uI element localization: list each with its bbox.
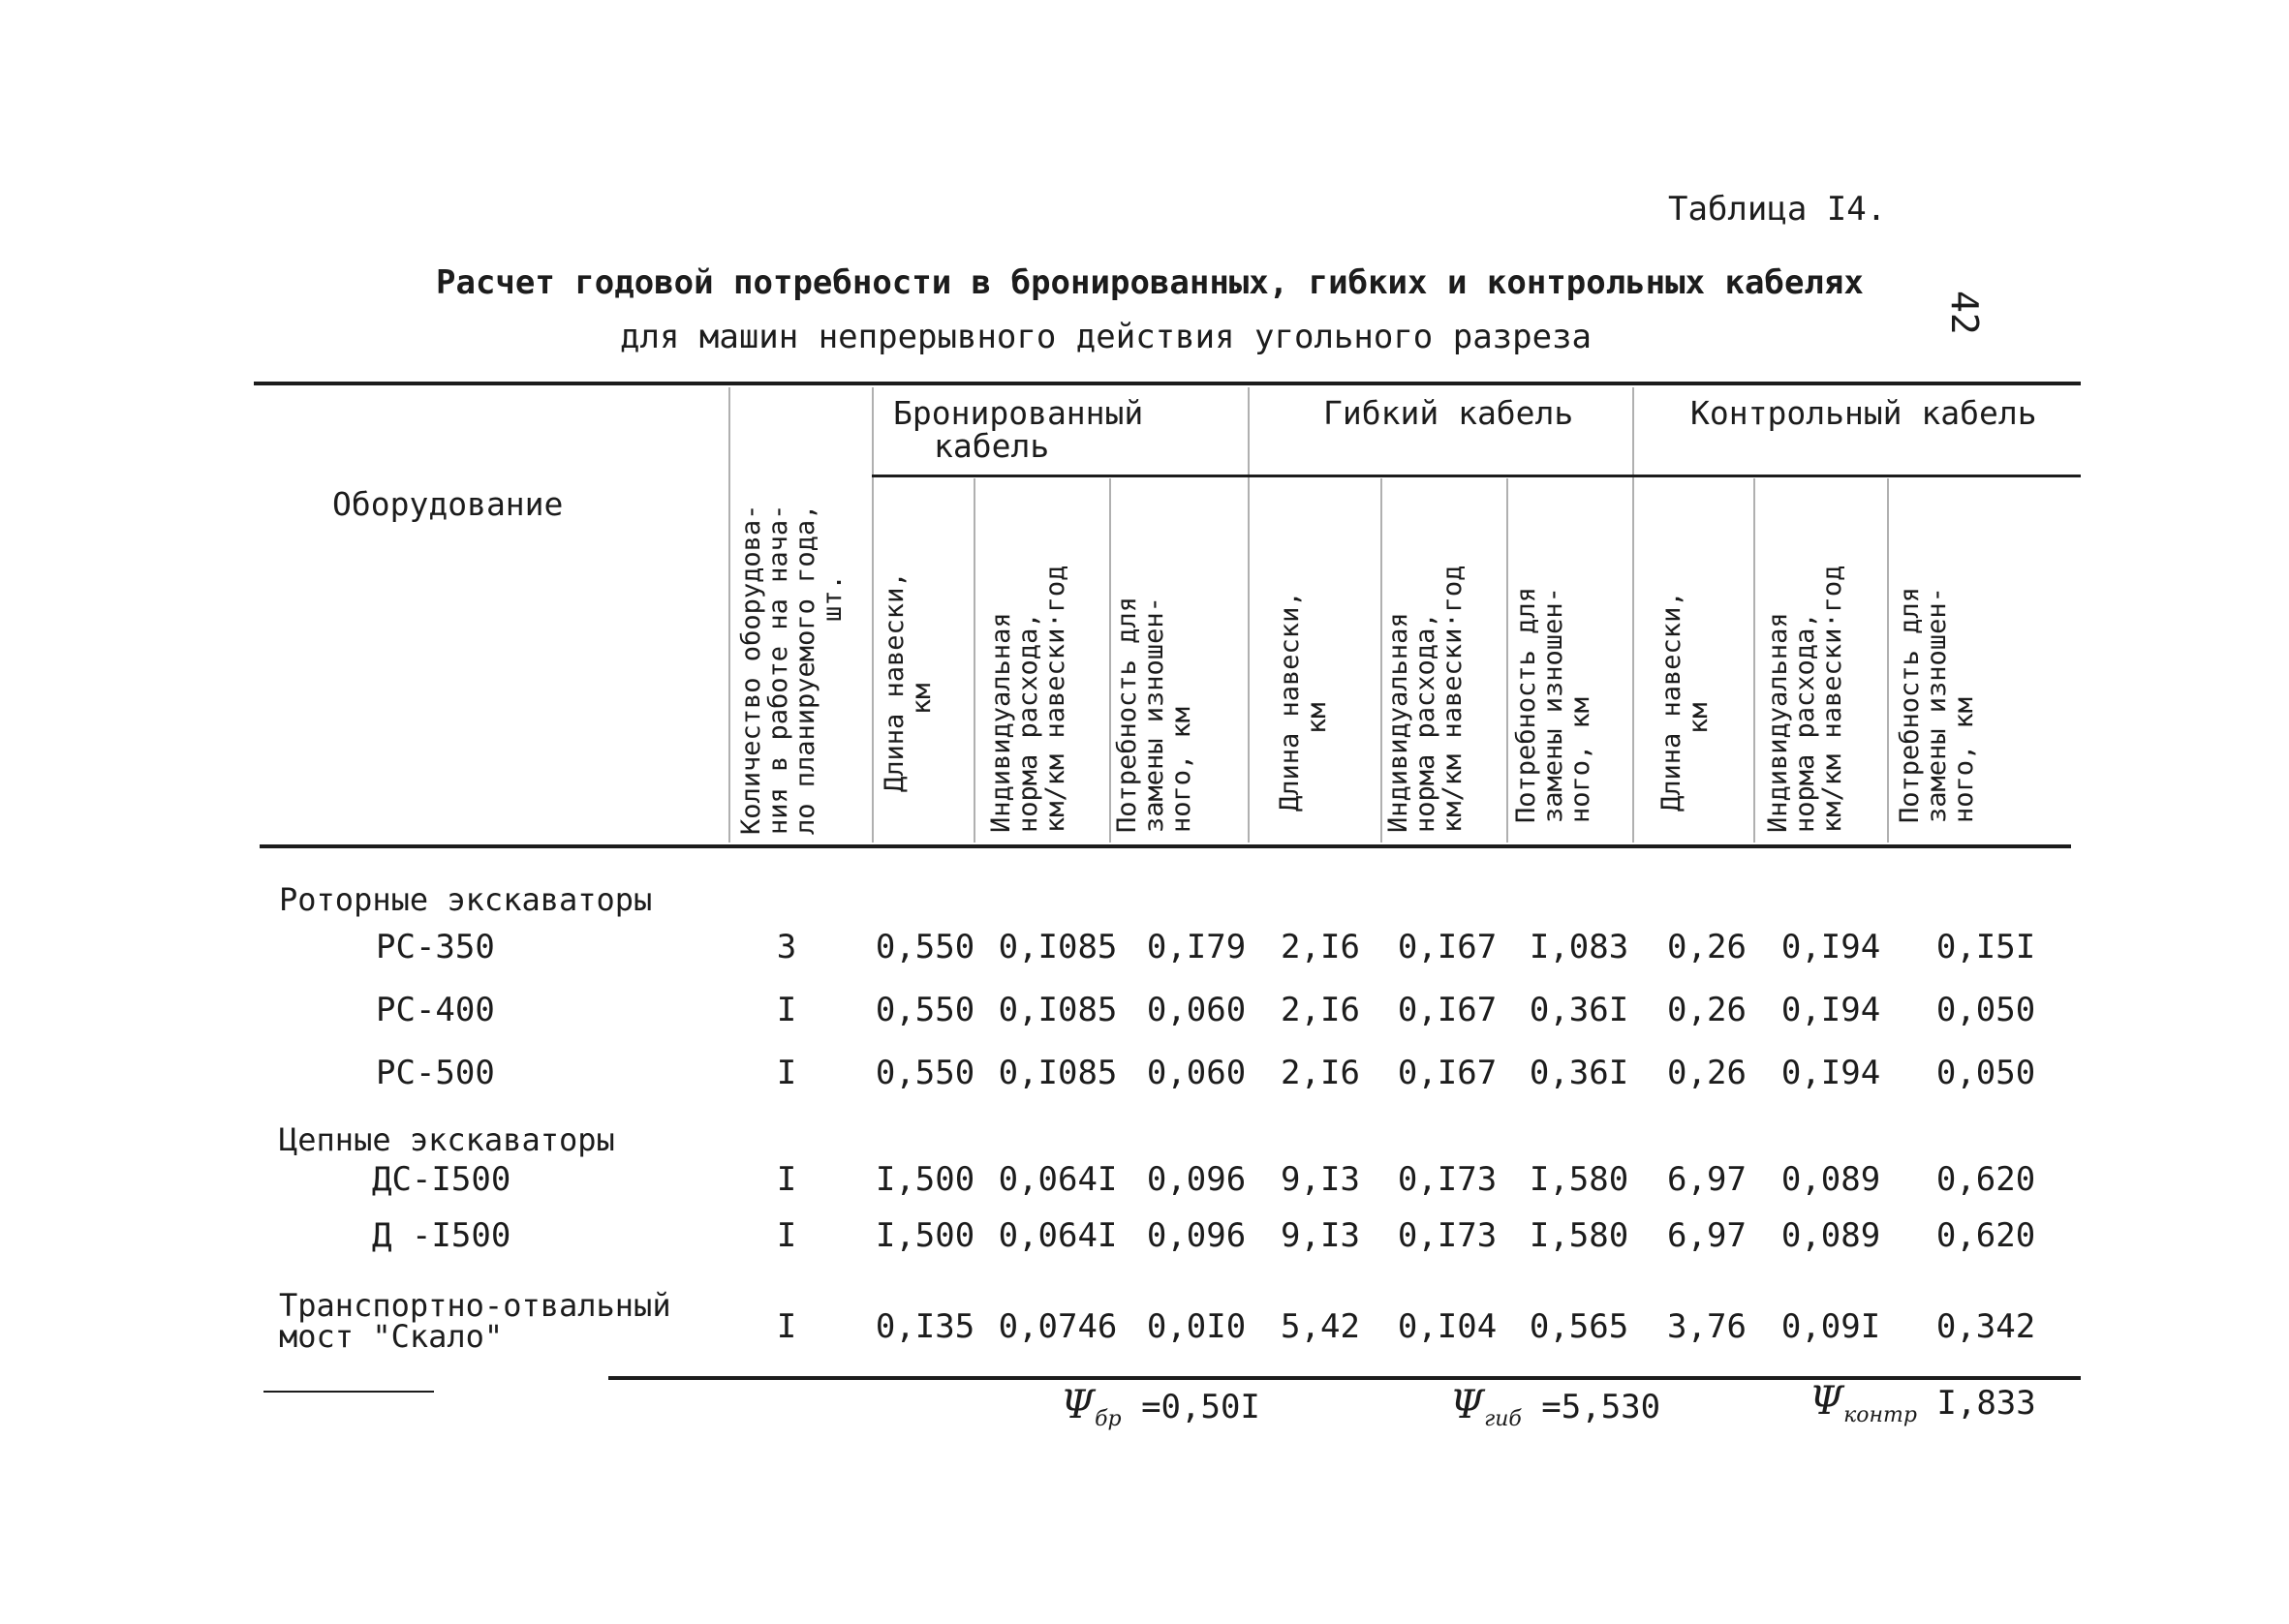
cell-c-len: 0,26: [1667, 928, 1747, 966]
cell-f-need: I,580: [1529, 1216, 1629, 1255]
header-armored-length: Длина навески, км: [880, 571, 937, 792]
page-number: 42: [1943, 291, 1986, 335]
table-title-line1: Расчет годовой потребности в бронированных, гибких и контрольных кабелях: [436, 263, 1864, 302]
cell-a-norm: 0,I085: [998, 991, 1118, 1029]
table-title-line2: для машин непрерывного действия угольного разреза: [620, 318, 1593, 356]
cell-a-len: I,500: [875, 1160, 975, 1199]
cell-c-need: 0,620: [1935, 1216, 2036, 1255]
column-separator: [728, 387, 730, 843]
category-chain: Цепные экскаваторы: [279, 1121, 615, 1158]
cell-a-need: 0,096: [1146, 1160, 1247, 1199]
cell-c-norm: 0,089: [1780, 1216, 1881, 1255]
cell-a-need: 0,060: [1146, 991, 1247, 1029]
cell-f-len: 9,I3: [1281, 1216, 1360, 1255]
cell-f-need: I,580: [1529, 1160, 1629, 1199]
psi-symbol: Ψ: [1810, 1379, 1844, 1424]
cell-a-norm: 0,I085: [998, 1054, 1118, 1092]
header-control-length: Длина навески, км: [1656, 591, 1714, 812]
cell-c-need: 0,620: [1935, 1160, 2036, 1199]
cell-c-len: 3,76: [1667, 1307, 1747, 1346]
total-control: $\Psi_{контр}$ I,833: [1810, 1379, 2036, 1427]
header-group-control: Контрольный кабель: [1690, 394, 2037, 432]
cell-f-norm: 0,I73: [1397, 1216, 1498, 1255]
cell-f-len: 5,42: [1281, 1307, 1360, 1346]
cell-a-need: 0,096: [1146, 1216, 1247, 1255]
cell-a-norm: 0,0746: [998, 1307, 1118, 1346]
cell-a-len: I,500: [875, 1216, 975, 1255]
cell-c-norm: 0,I94: [1780, 1054, 1881, 1092]
header-group-flexible: Гибкий кабель: [1323, 394, 1574, 432]
cell-count: I: [776, 1160, 797, 1199]
cell-count: I: [776, 1216, 797, 1255]
cell-c-need: 0,I5I: [1935, 928, 2036, 966]
cell-f-need: 0,565: [1529, 1307, 1629, 1346]
cell-f-norm: 0,I67: [1397, 928, 1498, 966]
header-control-need: Потребность для замены изношен- ного, км: [1895, 587, 1979, 823]
total-armored: $\Psi_{бр} =0,50I$: [1061, 1383, 1260, 1431]
cell-a-need: 0,060: [1146, 1054, 1247, 1092]
cell-a-norm: 0,064I: [998, 1216, 1118, 1255]
cell-f-need: I,083: [1529, 928, 1629, 966]
totals-short-rule: [263, 1391, 434, 1393]
header-armored-norm: Индивидуальная норма расхода, км/км навески·год: [986, 565, 1070, 833]
cell-c-len: 6,97: [1667, 1160, 1747, 1199]
cell-count: I: [776, 991, 797, 1029]
header-bottom-rule: [260, 844, 2071, 848]
cell-count: I: [776, 1054, 797, 1092]
cell-a-len: 0,550: [875, 991, 975, 1029]
header-flexible-need: Потребность для замены изношен- ного, км: [1511, 587, 1595, 823]
cell-count: 3: [776, 928, 797, 966]
cell-f-len: 2,I6: [1281, 928, 1360, 966]
column-separator: [1887, 478, 1889, 843]
cell-a-need: 0,0I0: [1146, 1307, 1247, 1346]
cell-c-len: 6,97: [1667, 1216, 1747, 1255]
cell-c-norm: 0,09I: [1780, 1307, 1881, 1346]
cell-f-norm: 0,I04: [1397, 1307, 1498, 1346]
cell-c-len: 0,26: [1667, 1054, 1747, 1092]
row-equipment-name: ДС-I500: [372, 1160, 511, 1199]
cell-c-need: 0,342: [1935, 1307, 2036, 1346]
cell-a-need: 0,I79: [1146, 928, 1247, 966]
total-flexible: $\Psi_{гиб} =5,530$: [1450, 1383, 1661, 1431]
cell-c-norm: 0,I94: [1780, 928, 1881, 966]
cell-f-len: 9,I3: [1281, 1160, 1360, 1199]
row-equipment-name: РС-350: [376, 928, 495, 966]
header-group-armored: Бронированный кабель: [893, 394, 1144, 465]
cell-a-len: 0,550: [875, 1054, 975, 1092]
cell-f-norm: 0,I67: [1397, 991, 1498, 1029]
cell-count: I: [776, 1307, 797, 1346]
cell-c-need: 0,050: [1935, 991, 2036, 1029]
row-equipment-name: Д -I500: [372, 1216, 511, 1255]
psi-symbol: Ψ: [1450, 1383, 1485, 1427]
column-separator: [1753, 478, 1755, 843]
cell-c-norm: 0,I94: [1780, 991, 1881, 1029]
row-equipment-name: РС-400: [376, 991, 495, 1029]
column-separator: [1248, 387, 1250, 843]
row-equipment-name: РС-500: [376, 1054, 495, 1092]
cell-a-norm: 0,064I: [998, 1160, 1118, 1199]
header-armored-need: Потребность для замены изношен- ного, км: [1112, 597, 1196, 833]
psi-symbol: Ψ: [1061, 1383, 1096, 1427]
cell-f-len: 2,I6: [1281, 1054, 1360, 1092]
header-control-norm: Индивидуальная норма расхода, км/км навески·год: [1763, 565, 1847, 833]
header-flexible-length: Длина навески, км: [1275, 591, 1332, 812]
cell-f-need: 0,36I: [1529, 1054, 1629, 1092]
cell-f-norm: 0,I67: [1397, 1054, 1498, 1092]
column-separator: [872, 387, 874, 843]
cell-c-norm: 0,089: [1780, 1160, 1881, 1199]
cell-f-need: 0,36I: [1529, 991, 1629, 1029]
header-equipment: Оборудование: [332, 485, 564, 523]
category-bridge: Транспортно-отвальный мост "Скало": [279, 1287, 671, 1355]
top-rule: [254, 382, 2081, 385]
cell-c-need: 0,050: [1935, 1054, 2036, 1092]
cell-f-norm: 0,I73: [1397, 1160, 1498, 1199]
cell-a-len: 0,550: [875, 928, 975, 966]
cell-a-len: 0,I35: [875, 1307, 975, 1346]
cell-a-norm: 0,I085: [998, 928, 1118, 966]
header-flexible-norm: Индивидуальная норма расхода, км/км навески·год: [1383, 565, 1468, 833]
column-separator: [1380, 478, 1382, 843]
column-separator: [1506, 478, 1508, 843]
column-separator: [1109, 478, 1111, 843]
header-count: Количество оборудова- ния в работе на нача- ло планируемого года, шт.: [736, 504, 848, 835]
category-rotary: Роторные экскаваторы: [279, 881, 653, 918]
column-separator: [974, 478, 975, 843]
group-divider-rule: [872, 475, 2081, 477]
cell-c-len: 0,26: [1667, 991, 1747, 1029]
cell-f-len: 2,I6: [1281, 991, 1360, 1029]
column-separator: [1632, 387, 1634, 843]
table-label: Таблица I4.: [1668, 190, 1887, 229]
